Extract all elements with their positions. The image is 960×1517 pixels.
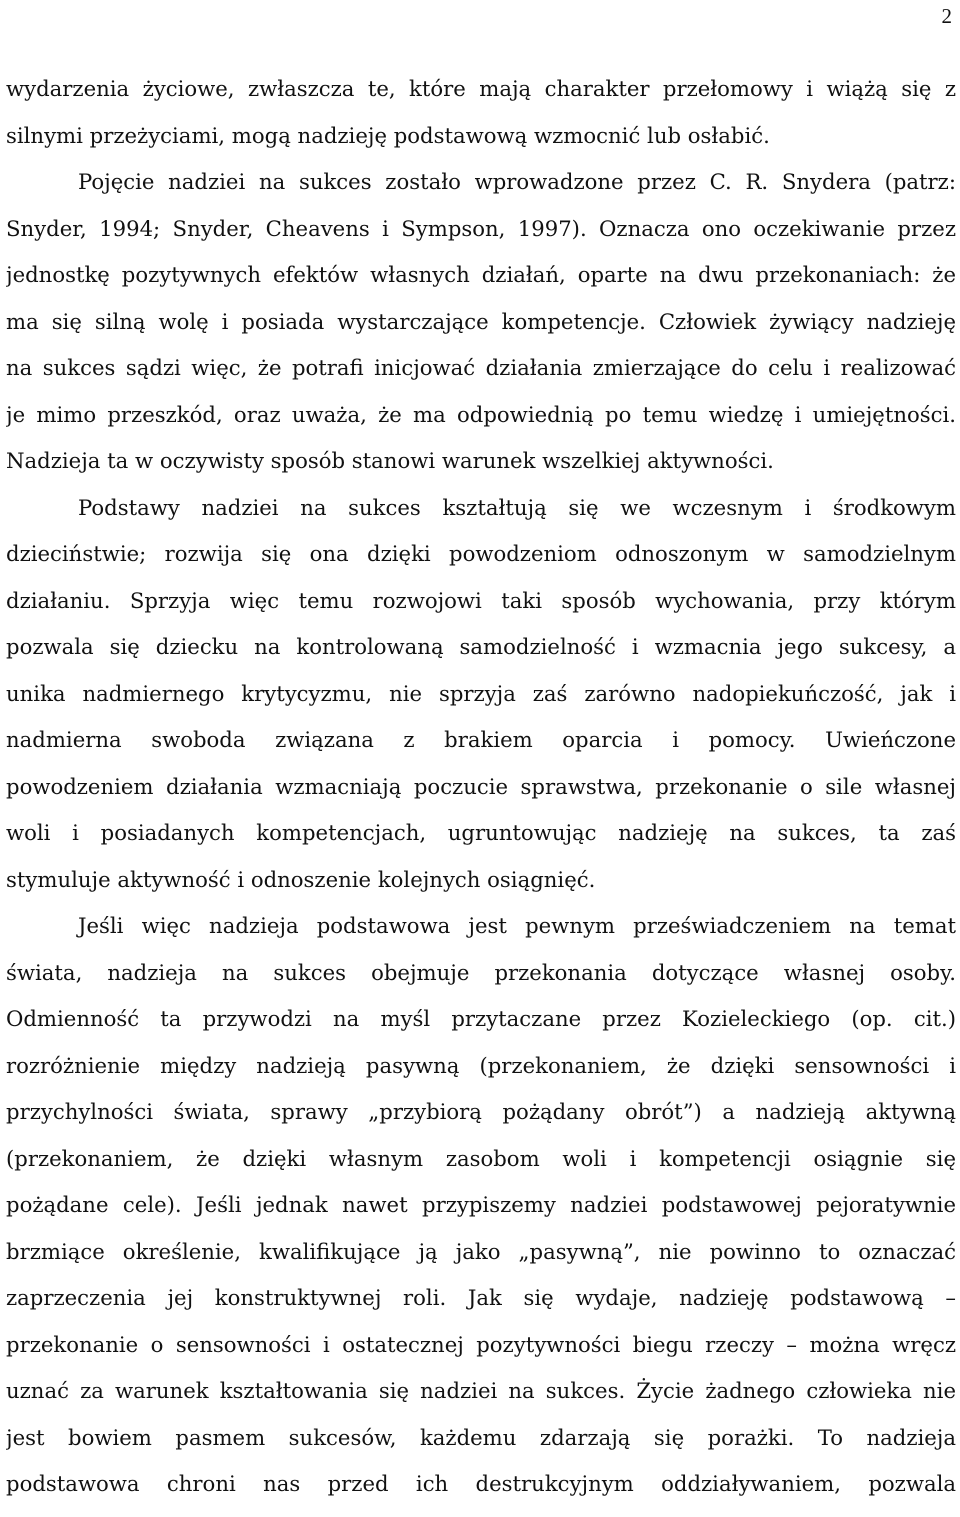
page-number: 2	[941, 4, 952, 28]
body-text	[6, 66, 956, 1508]
text-line: świata, nadzieja na sukces obejmuje przekonania dotyczące własnej osoby.	[6, 959, 956, 985]
text-line: silnymi przeżyciami, mogą nadzieję podstawową wzmocnić lub osłabić.	[6, 122, 770, 148]
text-line: na sukces sądzi więc, że potrafi inicjować działania zmierzające do celu i realizować	[6, 355, 956, 380]
text-line: Jeśli więc nadzieja podstawowa jest pewnym przeświadczeniem na temat	[78, 913, 956, 938]
text-line: (przekonaniem, że dzięki własnym zasobom woli i kompetencji osiągnie się	[6, 1145, 956, 1171]
text-line: pożądane cele). Jeśli jednak nawet przypiszemy nadziei podstawowej pejoratywnie	[6, 1192, 956, 1217]
text-line: woli i posiadanych kompetencjach, ugruntowując nadzieję na sukces, ta zaś	[6, 820, 956, 845]
text-line: stymuluje aktywność i odnoszenie kolejnych osiągnięć.	[6, 866, 596, 892]
text-line: nadmierna swoboda związana z brakiem oparcia i pomocy. Uwieńczone	[6, 727, 956, 752]
text-line: wydarzenia życiowe, zwłaszcza te, które mają charakter przełomowy i wiążą się z	[6, 76, 956, 101]
text-line: działaniu. Sprzyja więc temu rozwojowi taki sposób wychowania, przy którym	[6, 587, 956, 613]
text-line: jednostkę pozytywnych efektów własnych działań, oparte na dwu przekonaniach: że	[6, 262, 956, 287]
text-line: unika nadmiernego krytycyzmu, nie sprzyja zaś zarówno nadopiekuńczość, jak i	[6, 680, 956, 706]
text-line: przekonanie o sensowności i ostatecznej pozytywności biegu rzeczy – można wręcz	[6, 1331, 956, 1357]
text-line: je mimo przeszkód, oraz uważa, że ma odpowiednią po temu wiedzę i umiejętności.	[6, 401, 956, 427]
text-line: dzieciństwie; rozwija się ona dzięki powodzeniom odnoszonym w samodzielnym	[6, 541, 956, 566]
text-line: Podstawy nadziei na sukces kształtują się we wczesnym i środkowym	[78, 494, 956, 520]
text-line: uznać za warunek kształtowania się nadziei na sukces. Życie żadnego człowieka nie	[6, 1378, 956, 1403]
text-line: brzmiące określenie, kwalifikujące ją jako „pasywną”, nie powinno to oznaczać	[6, 1238, 956, 1264]
text-line: Odmienność ta przywodzi na myśl przytaczane przez Kozieleckiego (op. cit.)	[6, 1006, 956, 1031]
text-line: podstawowa chroni nas przed ich destrukcyjnym oddziaływaniem, pozwala	[6, 1471, 956, 1496]
text-line: przychylności świata, sprawy „przybiorą pożądany obrót”) a nadzieją aktywną	[6, 1099, 956, 1124]
text-line: Pojęcie nadziei na sukces zostało wprowadzone przez C. R. Snydera (patrz:	[78, 169, 956, 194]
text-line: rozróżnienie między nadzieją pasywną (przekonaniem, że dzięki sensowności i	[6, 1052, 956, 1078]
text-line: pozwala się dziecku na kontrolowaną samodzielność i wzmacnia jego sukcesy, a	[6, 634, 956, 659]
text-line: Nadzieja ta w oczywisty sposób stanowi warunek wszelkiej aktywności.	[6, 448, 774, 473]
text-line: powodzeniem działania wzmacniają poczucie sprawstwa, przekonanie o sile własnej	[6, 773, 956, 799]
text-line: jest bowiem pasmem sukcesów, każdemu zdarzają się porażki. To nadzieja	[6, 1424, 956, 1450]
text-line: Snyder, 1994; Snyder, Cheavens i Sympson, 1997). Oznacza ono oczekiwanie przez	[6, 215, 956, 241]
text-line: zaprzeczenia jej konstruktywnej roli. Jak się wydaje, nadzieję podstawową –	[6, 1285, 956, 1310]
text-line: ma się silną wolę i posiada wystarczające kompetencje. Człowiek żywiący nadzieję	[6, 308, 956, 334]
